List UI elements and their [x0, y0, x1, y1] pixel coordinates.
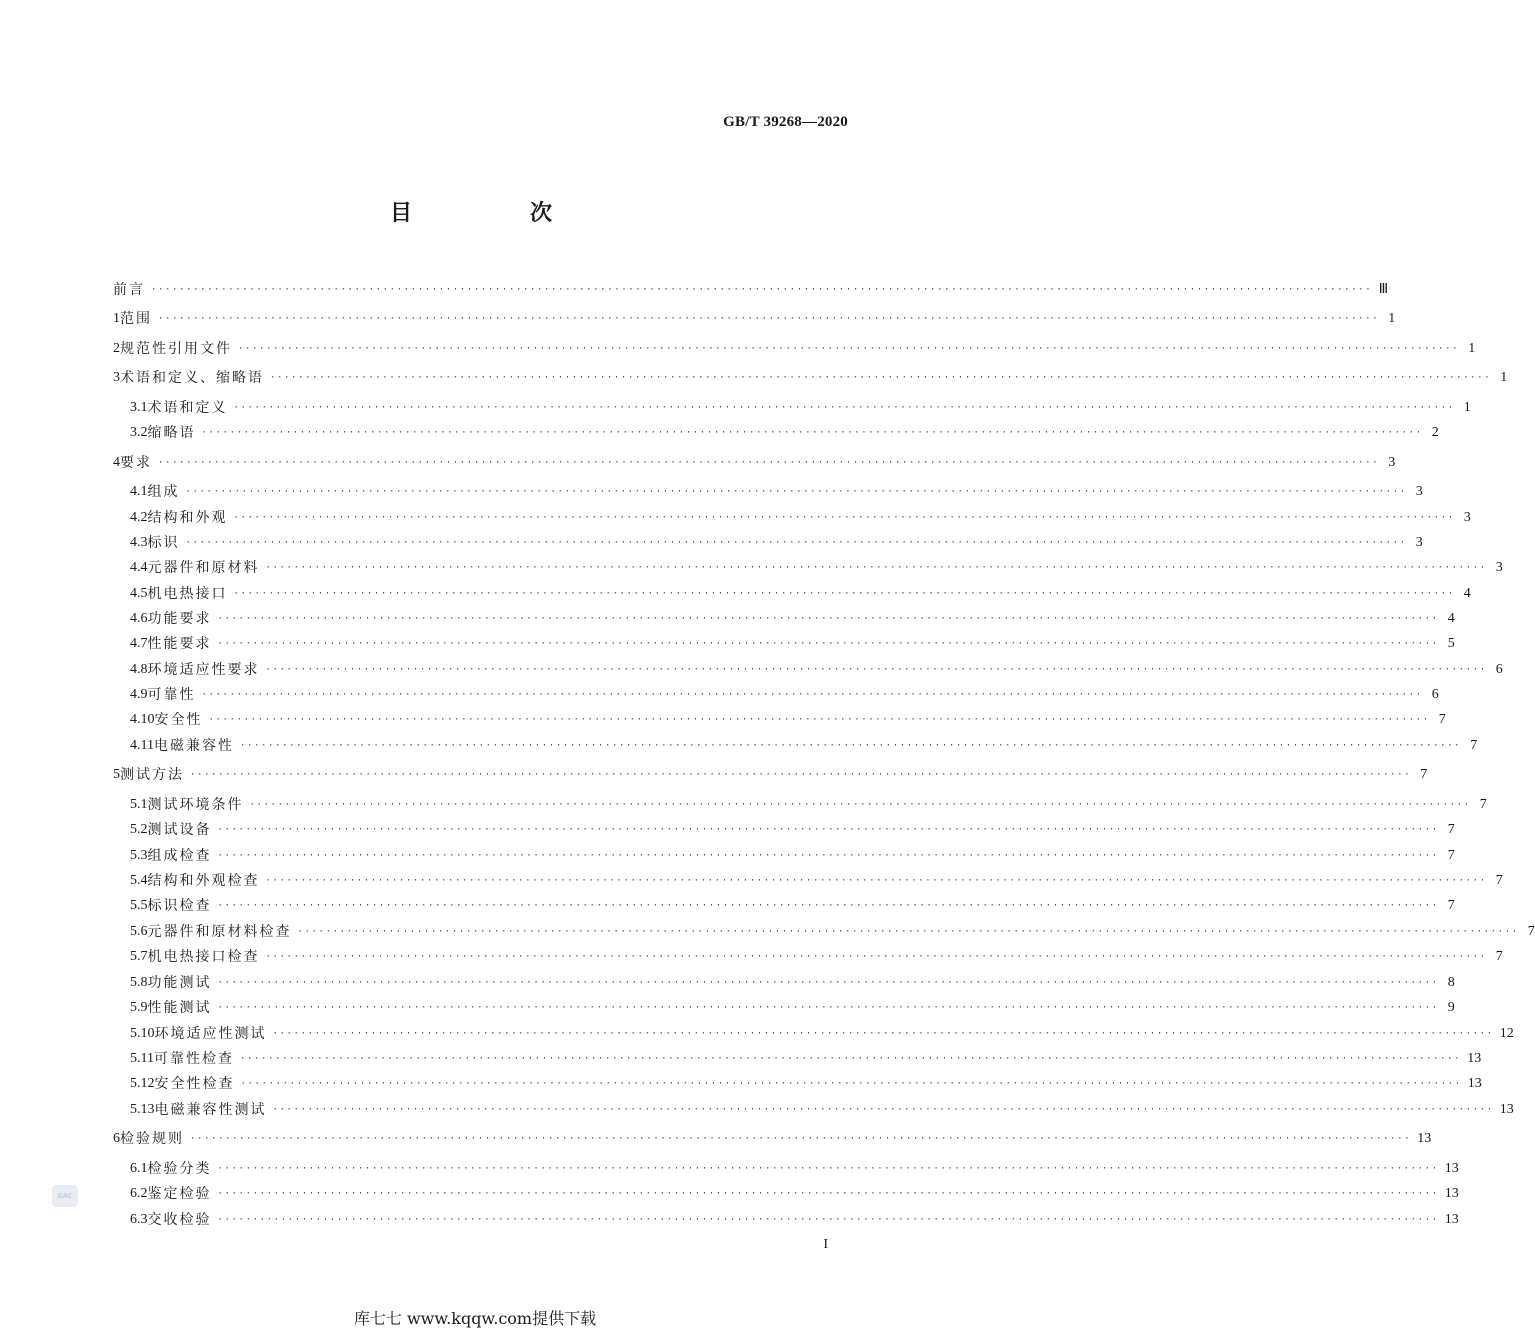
toc-entry-label: 元器件和原材料检查 — [147, 924, 292, 940]
toc-entry-label: 环境适应性测试 — [154, 1026, 267, 1042]
toc-leader-dots: ·············································································································································································· — [217, 1189, 1439, 1199]
toc-entry-label: 标识 — [147, 535, 180, 551]
toc-entry-page: 7 — [1470, 738, 1478, 753]
toc-entry[interactable] — [113, 920, 1535, 944]
toc-entry-page: 7 — [1495, 873, 1503, 888]
toc-entry[interactable] — [113, 1072, 1482, 1096]
toc-entry[interactable] — [113, 632, 1455, 656]
toc-leader-dots: ·············································································································································································· — [158, 458, 1380, 468]
toc-entry[interactable] — [113, 396, 1471, 420]
toc-entry-label: 测试环境条件 — [147, 797, 244, 813]
toc-entry[interactable] — [113, 307, 1396, 331]
toc-entry-number: 6 — [113, 1131, 120, 1146]
toc-entry[interactable] — [113, 793, 1487, 817]
toc-entry-number: 4.1 — [130, 484, 148, 499]
toc-entry-number: 3.1 — [130, 400, 148, 415]
toc-entry-label: 术语和定义、缩略语 — [120, 370, 264, 386]
toc-entry-page: 7 — [1420, 767, 1428, 782]
toc-entry-number: 6.2 — [130, 1186, 148, 1201]
toc-leader-dots: ·············································································································································································· — [233, 589, 1455, 599]
toc-entry-page: 6 — [1495, 662, 1503, 677]
toc-entry-number: 6.3 — [130, 1212, 148, 1227]
toc-leader-dots: ·············································································································································································· — [217, 901, 1439, 911]
toc-entry-page: 3 — [1463, 510, 1471, 525]
toc-entry[interactable] — [113, 818, 1455, 842]
toc-entry-page: 7 — [1495, 949, 1503, 964]
toc-leader-dots: ·············································································································································································· — [249, 800, 1471, 810]
toc-entry-label: 范围 — [120, 311, 152, 327]
toc-entry-number: 4.3 — [130, 535, 148, 550]
toc-entry-page: 4 — [1447, 611, 1455, 626]
toc-leader-dots: ·············································································································································································· — [217, 851, 1439, 861]
toc-entry-page: Ⅲ — [1378, 282, 1389, 297]
toc-entry-number: 6.1 — [130, 1161, 148, 1176]
toc-entry-label: 标识检查 — [147, 898, 212, 914]
toc-leader-dots: ·············································································································································································· — [265, 665, 1487, 675]
toc-entry-label: 电磁兼容性测试 — [154, 1102, 267, 1118]
toc-entry-page: 1 — [1468, 341, 1476, 356]
toc-entry-label: 安全性 — [154, 712, 203, 728]
toc-entry-page: 13 — [1444, 1186, 1459, 1201]
toc-entry-page: 13 — [1499, 1102, 1514, 1117]
toc-entry-page: 1 — [1500, 370, 1508, 385]
toc-entry-number: 5.2 — [130, 822, 148, 837]
toc-entry[interactable] — [113, 607, 1455, 631]
toc-entry-page: 13 — [1444, 1212, 1459, 1227]
toc-entry-number: 4.4 — [130, 560, 148, 575]
toc-entry[interactable] — [113, 556, 1503, 580]
toc-entry-number: 4.9 — [130, 687, 148, 702]
toc-leader-dots: ·············································································································································································· — [217, 639, 1439, 649]
toc-entry-label: 功能要求 — [147, 611, 212, 627]
toc-entry-number: 5.1 — [130, 797, 148, 812]
toc-entry-page: 12 — [1499, 1026, 1514, 1041]
page-number: I — [823, 1237, 828, 1252]
toc-entry-number: 4.11 — [130, 738, 154, 753]
toc-entry[interactable] — [113, 506, 1471, 530]
toc-entry-page: 13 — [1467, 1076, 1482, 1091]
toc-entry-label: 术语和定义 — [147, 400, 228, 416]
toc-leader-dots: ·············································································································································································· — [239, 741, 1462, 751]
toc-entry-number: 4.7 — [130, 636, 148, 651]
toc-entry-number: 4.10 — [130, 712, 155, 727]
toc-entry-label: 性能要求 — [147, 636, 212, 652]
toc-entry[interactable] — [113, 1208, 1459, 1232]
toc-entry-page: 7 — [1479, 797, 1487, 812]
toc-leader-dots: ·············································································································································································· — [265, 563, 1487, 573]
toc-entry-page: 8 — [1447, 975, 1455, 990]
toc-entry-label: 机电热接口 — [147, 586, 228, 602]
toc-entry[interactable] — [113, 1098, 1514, 1122]
toc-entry[interactable] — [113, 531, 1423, 555]
toc-entry[interactable] — [113, 658, 1503, 682]
toc-entry[interactable] — [113, 1157, 1459, 1181]
toc-entry-number: 5 — [113, 767, 120, 782]
toc-entry-label: 组成检查 — [147, 848, 212, 864]
toc-entry-page: 2 — [1431, 425, 1439, 440]
toc-entry-page: 9 — [1447, 1000, 1455, 1015]
toc-entry[interactable] — [113, 844, 1455, 868]
toc-entry-page: 7 — [1447, 898, 1455, 913]
toc-entry[interactable] — [113, 337, 1476, 361]
toc-entry-page: 13 — [1467, 1051, 1482, 1066]
toc-entry-label: 电磁兼容性 — [153, 738, 234, 754]
toc-entry-page: 1 — [1388, 311, 1396, 326]
toc-entry-number: 5.5 — [130, 898, 148, 913]
toc-leader-dots: ·············································································································································································· — [201, 690, 1423, 700]
toc-entry-number: 4 — [113, 455, 120, 470]
toc-entry-page: 5 — [1447, 636, 1455, 651]
toc-entry[interactable] — [113, 1127, 1432, 1151]
toc-leader-dots: ·············································································································································································· — [151, 285, 1373, 295]
toc-entry[interactable] — [113, 971, 1455, 995]
toc-entry-label: 交收检验 — [147, 1212, 212, 1228]
toc-entry[interactable] — [113, 480, 1423, 504]
toc-entry[interactable] — [113, 996, 1455, 1020]
toc-entry[interactable] — [113, 869, 1503, 893]
toc-entry-number: 5.8 — [130, 975, 148, 990]
toc-leader-dots: ·············································································································································································· — [265, 876, 1487, 886]
toc-leader-dots: ·············································································································································································· — [217, 825, 1439, 835]
toc-entry-number: 5.9 — [130, 1000, 148, 1015]
toc-leader-dots: ·············································································································································································· — [185, 487, 1407, 497]
toc-entry-label: 鉴定检验 — [147, 1186, 212, 1202]
toc-entry-label: 缩略语 — [147, 425, 196, 441]
toc-entry-number: 5.3 — [130, 848, 148, 863]
toc-leader-dots: ·············································································································································································· — [270, 373, 1492, 383]
toc-entry-page: 4 — [1463, 586, 1471, 601]
toc-entry-page: 3 — [1415, 535, 1423, 550]
toc-entry-number: 5.7 — [130, 949, 148, 964]
toc-entry-label: 元器件和原材料 — [147, 560, 260, 576]
toc-entry-number: 4.2 — [130, 510, 148, 525]
toc-entry[interactable] — [113, 1047, 1482, 1071]
toc-entry[interactable] — [113, 1022, 1514, 1046]
toc-entry[interactable] — [113, 582, 1471, 606]
toc-leader-dots: ·············································································································································································· — [239, 1054, 1462, 1064]
toc-entry[interactable] — [113, 451, 1396, 475]
download-footer: 库七七 www.kqqw.com提供下载 — [353, 1309, 597, 1328]
toc-entry[interactable] — [113, 278, 1389, 302]
toc-entry[interactable] — [113, 734, 1478, 758]
toc-entry[interactable] — [113, 683, 1439, 707]
toc-entry-label: 规范性引用文件 — [120, 341, 232, 357]
toc-leader-dots: ·············································································································································································· — [185, 538, 1407, 548]
sac-logo-icon: SAC — [52, 1185, 78, 1207]
toc-entry-page: 13 — [1444, 1161, 1459, 1176]
toc-leader-dots: ·············································································································································································· — [217, 1164, 1439, 1174]
toc-entry[interactable] — [113, 945, 1503, 969]
toc-entry-number: 5.13 — [130, 1102, 155, 1117]
toc-leader-dots: ·············································································································································································· — [297, 927, 1519, 937]
toc-leader-dots: ·············································································································································································· — [217, 614, 1439, 624]
toc-entry-number: 1 — [113, 311, 120, 326]
toc-entry-label: 前言 — [113, 282, 145, 298]
toc-leader-dots: ·············································································································································································· — [201, 428, 1423, 438]
toc-entry[interactable] — [113, 366, 1508, 390]
page-title: 目 次 — [389, 201, 600, 226]
toc-leader-dots: ·············································································································································································· — [217, 978, 1439, 988]
standard-code: GB/T 39268—2020 — [723, 114, 848, 130]
toc-leader-dots: ·············································································································································································· — [233, 403, 1455, 413]
toc-entry-label: 环境适应性要求 — [147, 662, 260, 678]
toc-entry[interactable] — [113, 763, 1428, 787]
toc-entry-number: 3.2 — [130, 425, 148, 440]
toc-leader-dots: ·············································································································································································· — [272, 1029, 1494, 1039]
toc-entry-number: 2 — [113, 341, 120, 356]
toc-entry-page: 3 — [1388, 455, 1396, 470]
toc-entry-label: 性能测试 — [147, 1000, 212, 1016]
toc-leader-dots: ·············································································································································································· — [208, 715, 1430, 725]
toc-leader-dots: ·············································································································································································· — [240, 1079, 1462, 1089]
toc-leader-dots: ·············································································································································································· — [233, 513, 1455, 523]
toc-entry-label: 功能测试 — [147, 975, 212, 991]
toc-entry-page: 6 — [1431, 687, 1439, 702]
toc-entry-label: 检验分类 — [147, 1161, 212, 1177]
toc-entry[interactable] — [113, 1182, 1459, 1206]
toc-entry[interactable] — [113, 894, 1455, 918]
toc-entry-label: 机电热接口检查 — [147, 949, 260, 965]
toc-leader-dots: ·············································································································································································· — [190, 1134, 1412, 1144]
toc-entry-number: 5.6 — [130, 924, 148, 939]
toc-entry-label: 测试设备 — [147, 822, 212, 838]
toc-entry-label: 安全性检查 — [154, 1076, 235, 1092]
toc-entry-page: 7 — [1447, 822, 1455, 837]
toc-entry-page: 7 — [1527, 924, 1535, 939]
toc-entry-page: 13 — [1417, 1131, 1432, 1146]
toc-entry-page: 3 — [1495, 560, 1503, 575]
toc-entry-label: 结构和外观检查 — [147, 873, 260, 889]
toc-entry-number: 5.12 — [130, 1076, 155, 1091]
toc-entry-number: 4.5 — [130, 586, 148, 601]
toc-entry-number: 4.8 — [130, 662, 148, 677]
toc-entry-label: 要求 — [120, 455, 152, 471]
toc-entry-number: 5.4 — [130, 873, 148, 888]
toc-entry[interactable] — [113, 708, 1446, 732]
toc-leader-dots: ·············································································································································································· — [265, 952, 1487, 962]
toc-entry[interactable] — [113, 421, 1439, 445]
toc-leader-dots: ·············································································································································································· — [217, 1003, 1439, 1013]
toc-entry-number: 5.10 — [130, 1026, 155, 1041]
toc-entry-number: 5.11 — [130, 1051, 154, 1066]
toc-entry-label: 组成 — [147, 484, 180, 500]
toc-entry-number: 3 — [113, 370, 120, 385]
toc-leader-dots: ·············································································································································································· — [158, 314, 1380, 324]
toc-leader-dots: ·············································································································································································· — [238, 344, 1460, 354]
toc-entry-page: 7 — [1438, 712, 1446, 727]
toc-leader-dots: ·············································································································································································· — [217, 1215, 1439, 1225]
toc-entry-label: 可靠性检查 — [153, 1051, 234, 1067]
toc-entry-page: 1 — [1463, 400, 1471, 415]
toc-leader-dots: ·············································································································································································· — [190, 770, 1412, 780]
toc-leader-dots: ·············································································································································································· — [272, 1105, 1494, 1115]
toc-entry-page: 3 — [1415, 484, 1423, 499]
toc-entry-label: 检验规则 — [120, 1131, 184, 1147]
toc-entry-label: 测试方法 — [120, 767, 184, 783]
toc-entry-label: 可靠性 — [147, 687, 196, 703]
toc-entry-label: 结构和外观 — [147, 510, 228, 526]
toc-entry-number: 4.6 — [130, 611, 148, 626]
toc-entry-page: 7 — [1447, 848, 1455, 863]
